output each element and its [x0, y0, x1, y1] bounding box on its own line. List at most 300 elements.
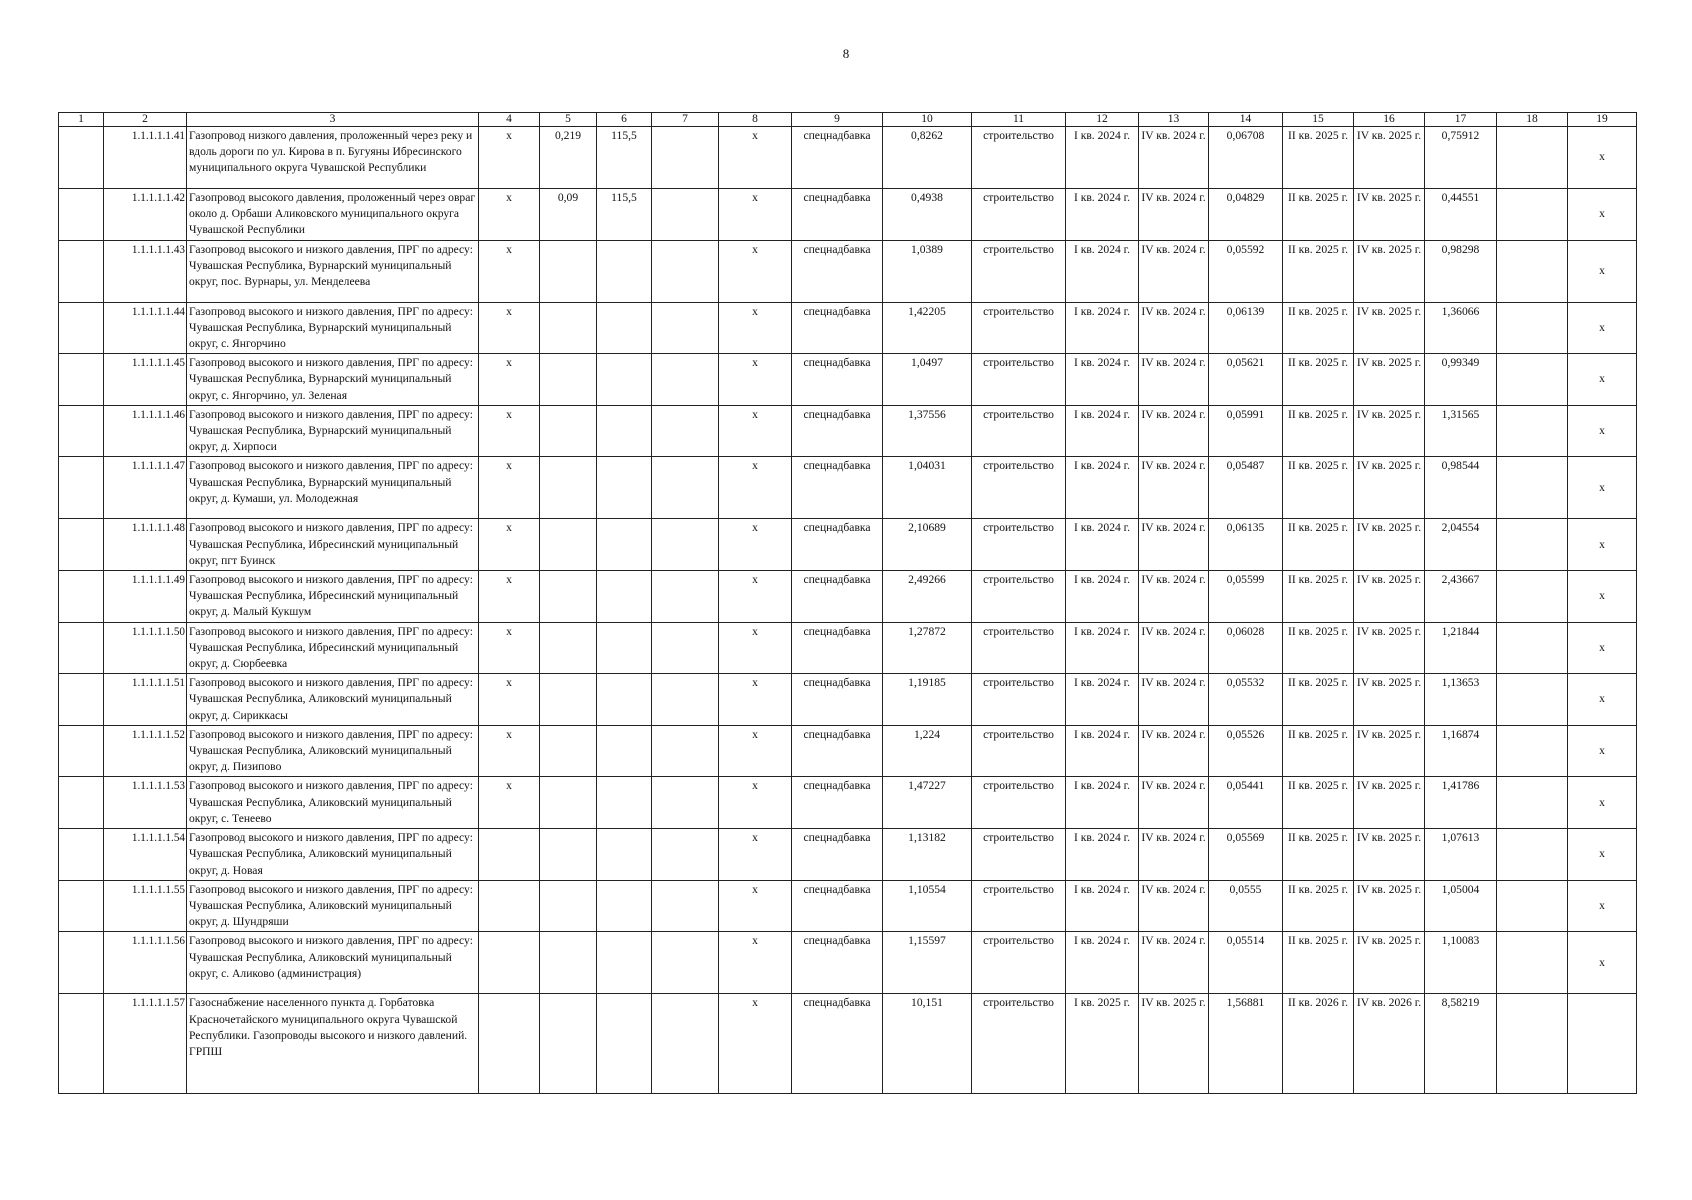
work-type: строительство — [972, 880, 1066, 932]
start-quarter: I кв. 2024 г. — [1066, 777, 1139, 829]
col5-value — [540, 829, 597, 881]
table-row — [59, 405, 1637, 457]
row-index-cell — [59, 994, 104, 1094]
table-row — [59, 519, 1637, 571]
table-row — [59, 240, 1637, 302]
col14-value: 0,06135 — [1209, 519, 1283, 571]
page-number: 8 — [842, 46, 850, 61]
col10-value: 0,4938 — [883, 189, 972, 241]
item-description: Газопровод высокого и низкого давления, ПРГ по адресу: Чувашская Республика, Вурнарский муниципальный округ, с. Янгорчино, ул. Зеленая — [187, 354, 479, 406]
col4-value — [479, 994, 540, 1094]
work-type: строительство — [972, 457, 1066, 519]
col8-value: х — [719, 777, 792, 829]
col8-value: х — [719, 880, 792, 932]
col4-value: х — [479, 571, 540, 623]
funding-source: спецнадбавка — [792, 405, 883, 457]
start-quarter: I кв. 2024 г. — [1066, 932, 1139, 994]
col18-value — [1497, 405, 1568, 457]
col5-value — [540, 622, 597, 674]
col5-value — [540, 354, 597, 406]
col16-quarter: IV кв. 2025 г. — [1354, 725, 1425, 777]
item-code: 1.1.1.1.1.42 — [104, 189, 187, 241]
col6-value — [597, 725, 652, 777]
start-quarter: I кв. 2024 г. — [1066, 302, 1139, 354]
work-type: строительство — [972, 405, 1066, 457]
col16-quarter: IV кв. 2025 г. — [1354, 519, 1425, 571]
col7-value — [652, 622, 719, 674]
end-quarter: IV кв. 2024 г. — [1139, 405, 1209, 457]
row-index-cell — [59, 932, 104, 994]
col6-value — [597, 571, 652, 623]
col5-value — [540, 302, 597, 354]
col17-value: 1,10083 — [1425, 932, 1497, 994]
col16-quarter: IV кв. 2025 г. — [1354, 571, 1425, 623]
col15-quarter: II кв. 2025 г. — [1283, 571, 1354, 623]
col19-value: х — [1568, 829, 1637, 881]
end-quarter: IV кв. 2024 г. — [1139, 725, 1209, 777]
end-quarter: IV кв. 2024 г. — [1139, 519, 1209, 571]
row-index-cell — [59, 354, 104, 406]
col5-value — [540, 674, 597, 726]
col17-value: 1,13653 — [1425, 674, 1497, 726]
col15-quarter: II кв. 2025 г. — [1283, 189, 1354, 241]
column-number-19: 19 — [1568, 113, 1637, 127]
col16-quarter: IV кв. 2025 г. — [1354, 829, 1425, 881]
end-quarter: IV кв. 2024 г. — [1139, 932, 1209, 994]
col19-value: х — [1568, 127, 1637, 189]
col7-value — [652, 189, 719, 241]
col8-value: х — [719, 571, 792, 623]
col17-value: 1,07613 — [1425, 829, 1497, 881]
row-index-cell — [59, 519, 104, 571]
col6-value — [597, 829, 652, 881]
col16-quarter: IV кв. 2025 г. — [1354, 354, 1425, 406]
table-row — [59, 189, 1637, 241]
col8-value: х — [719, 240, 792, 302]
col8-value: х — [719, 622, 792, 674]
col15-quarter: II кв. 2026 г. — [1283, 994, 1354, 1094]
item-code: 1.1.1.1.1.51 — [104, 674, 187, 726]
col4-value: х — [479, 189, 540, 241]
col6-value: 115,5 — [597, 127, 652, 189]
col10-value: 1,37556 — [883, 405, 972, 457]
col14-value: 0,05991 — [1209, 405, 1283, 457]
col17-value: 0,99349 — [1425, 354, 1497, 406]
table-row — [59, 880, 1637, 932]
table-row — [59, 829, 1637, 881]
col17-value: 1,16874 — [1425, 725, 1497, 777]
item-description: Газопровод высокого давления, проложенный через овраг около д. Орбаши Аликовского муниципального округа Чувашской Республики — [187, 189, 479, 241]
funding-source: спецнадбавка — [792, 777, 883, 829]
funding-source: спецнадбавка — [792, 302, 883, 354]
column-number-7: 7 — [652, 113, 719, 127]
col14-value: 1,56881 — [1209, 994, 1283, 1094]
col16-quarter: IV кв. 2025 г. — [1354, 302, 1425, 354]
col14-value: 0,06139 — [1209, 302, 1283, 354]
col15-quarter: II кв. 2025 г. — [1283, 354, 1354, 406]
item-description: Газопровод высокого и низкого давления, ПРГ по адресу: Чувашская Республика, Вурнарский муниципальный округ, д. Кумаши, ул. Молодежная — [187, 457, 479, 519]
funding-source: спецнадбавка — [792, 622, 883, 674]
start-quarter: I кв. 2024 г. — [1066, 622, 1139, 674]
table-row — [59, 777, 1637, 829]
item-code: 1.1.1.1.1.45 — [104, 354, 187, 406]
col10-value: 0,8262 — [883, 127, 972, 189]
col18-value — [1497, 622, 1568, 674]
work-type: строительство — [972, 519, 1066, 571]
col8-value: х — [719, 994, 792, 1094]
start-quarter: I кв. 2024 г. — [1066, 880, 1139, 932]
item-code: 1.1.1.1.1.44 — [104, 302, 187, 354]
item-description: Газопровод высокого и низкого давления, ПРГ по адресу: Чувашская Республика, Вурнарский муниципальный округ, пос. Вурнары, ул. Менделеева — [187, 240, 479, 302]
col10-value: 1,0497 — [883, 354, 972, 406]
end-quarter: IV кв. 2024 г. — [1139, 829, 1209, 881]
start-quarter: I кв. 2024 г. — [1066, 829, 1139, 881]
work-type: строительство — [972, 127, 1066, 189]
item-description: Газопровод высокого и низкого давления, ПРГ по адресу: Чувашская Республика, Аликовский муниципальный округ, с. Аликово (администрация) — [187, 932, 479, 994]
col19-value: х — [1568, 777, 1637, 829]
item-code: 1.1.1.1.1.41 — [104, 127, 187, 189]
col7-value — [652, 457, 719, 519]
col15-quarter: II кв. 2025 г. — [1283, 240, 1354, 302]
table-row — [59, 571, 1637, 623]
end-quarter: IV кв. 2024 г. — [1139, 457, 1209, 519]
col7-value — [652, 725, 719, 777]
column-number-18: 18 — [1497, 113, 1568, 127]
col10-value: 1,224 — [883, 725, 972, 777]
start-quarter: I кв. 2024 г. — [1066, 189, 1139, 241]
col14-value: 0,05441 — [1209, 777, 1283, 829]
col4-value — [479, 829, 540, 881]
column-number-row — [59, 113, 1637, 127]
col15-quarter: II кв. 2025 г. — [1283, 880, 1354, 932]
col19-value: х — [1568, 240, 1637, 302]
col8-value: х — [719, 302, 792, 354]
col14-value: 0,05487 — [1209, 457, 1283, 519]
col4-value: х — [479, 457, 540, 519]
column-number-12: 12 — [1066, 113, 1139, 127]
col19-value: х — [1568, 302, 1637, 354]
col18-value — [1497, 354, 1568, 406]
col17-value: 2,04554 — [1425, 519, 1497, 571]
table-row — [59, 725, 1637, 777]
col18-value — [1497, 189, 1568, 241]
col4-value — [479, 880, 540, 932]
col14-value: 0,05532 — [1209, 674, 1283, 726]
end-quarter: IV кв. 2024 г. — [1139, 240, 1209, 302]
col10-value: 1,13182 — [883, 829, 972, 881]
column-number-6: 6 — [597, 113, 652, 127]
col6-value — [597, 880, 652, 932]
col5-value — [540, 880, 597, 932]
column-number-9: 9 — [792, 113, 883, 127]
col17-value: 0,44551 — [1425, 189, 1497, 241]
col16-quarter: IV кв. 2025 г. — [1354, 777, 1425, 829]
start-quarter: I кв. 2024 г. — [1066, 457, 1139, 519]
col7-value — [652, 302, 719, 354]
funding-source: спецнадбавка — [792, 674, 883, 726]
end-quarter: IV кв. 2024 г. — [1139, 302, 1209, 354]
row-index-cell — [59, 189, 104, 241]
end-quarter: IV кв. 2024 г. — [1139, 189, 1209, 241]
col14-value: 0,05569 — [1209, 829, 1283, 881]
col4-value: х — [479, 127, 540, 189]
col6-value — [597, 354, 652, 406]
col16-quarter: IV кв. 2025 г. — [1354, 932, 1425, 994]
col16-quarter: IV кв. 2025 г. — [1354, 457, 1425, 519]
col18-value — [1497, 302, 1568, 354]
end-quarter: IV кв. 2024 г. — [1139, 880, 1209, 932]
start-quarter: I кв. 2025 г. — [1066, 994, 1139, 1094]
col16-quarter: IV кв. 2025 г. — [1354, 189, 1425, 241]
col10-value: 1,27872 — [883, 622, 972, 674]
col5-value: 0,219 — [540, 127, 597, 189]
column-number-13: 13 — [1139, 113, 1209, 127]
col19-value — [1568, 994, 1637, 1094]
col10-value: 2,49266 — [883, 571, 972, 623]
col6-value: 115,5 — [597, 189, 652, 241]
col6-value — [597, 240, 652, 302]
row-index-cell — [59, 302, 104, 354]
col18-value — [1497, 932, 1568, 994]
row-index-cell — [59, 405, 104, 457]
col15-quarter: II кв. 2025 г. — [1283, 932, 1354, 994]
end-quarter: IV кв. 2024 г. — [1139, 674, 1209, 726]
start-quarter: I кв. 2024 г. — [1066, 674, 1139, 726]
column-number-5: 5 — [540, 113, 597, 127]
col19-value: х — [1568, 932, 1637, 994]
col6-value — [597, 932, 652, 994]
col8-value: х — [719, 932, 792, 994]
row-index-cell — [59, 674, 104, 726]
row-index-cell — [59, 725, 104, 777]
end-quarter: IV кв. 2024 г. — [1139, 777, 1209, 829]
work-type: строительство — [972, 725, 1066, 777]
col10-value: 1,15597 — [883, 932, 972, 994]
col6-value — [597, 457, 652, 519]
col18-value — [1497, 829, 1568, 881]
col14-value: 0,06708 — [1209, 127, 1283, 189]
col8-value: х — [719, 519, 792, 571]
item-description: Газопровод низкого давления, проложенный через реку и вдоль дороги по ул. Кирова в п. Бугуяны Ибресинского муниципального округа Чувашской Республики — [187, 127, 479, 189]
col5-value — [540, 725, 597, 777]
col17-value: 8,58219 — [1425, 994, 1497, 1094]
start-quarter: I кв. 2024 г. — [1066, 725, 1139, 777]
col4-value: х — [479, 405, 540, 457]
col6-value — [597, 994, 652, 1094]
end-quarter: IV кв. 2024 г. — [1139, 571, 1209, 623]
col14-value: 0,0555 — [1209, 880, 1283, 932]
funding-source: спецнадбавка — [792, 725, 883, 777]
item-code: 1.1.1.1.1.49 — [104, 571, 187, 623]
work-type: строительство — [972, 240, 1066, 302]
column-number-17: 17 — [1425, 113, 1497, 127]
col16-quarter: IV кв. 2025 г. — [1354, 127, 1425, 189]
col19-value: х — [1568, 189, 1637, 241]
col16-quarter: IV кв. 2025 г. — [1354, 880, 1425, 932]
table-row — [59, 127, 1637, 189]
item-code: 1.1.1.1.1.46 — [104, 405, 187, 457]
work-type: строительство — [972, 829, 1066, 881]
col19-value: х — [1568, 725, 1637, 777]
col5-value — [540, 994, 597, 1094]
col10-value: 2,10689 — [883, 519, 972, 571]
col19-value: х — [1568, 457, 1637, 519]
column-number-14: 14 — [1209, 113, 1283, 127]
col15-quarter: II кв. 2025 г. — [1283, 674, 1354, 726]
col8-value: х — [719, 829, 792, 881]
item-code: 1.1.1.1.1.50 — [104, 622, 187, 674]
col8-value: х — [719, 674, 792, 726]
col8-value: х — [719, 127, 792, 189]
col7-value — [652, 880, 719, 932]
table-row — [59, 354, 1637, 406]
row-index-cell — [59, 240, 104, 302]
col7-value — [652, 354, 719, 406]
row-index-cell — [59, 777, 104, 829]
col4-value: х — [479, 674, 540, 726]
col19-value: х — [1568, 622, 1637, 674]
start-quarter: I кв. 2024 г. — [1066, 519, 1139, 571]
col15-quarter: II кв. 2025 г. — [1283, 519, 1354, 571]
col19-value: х — [1568, 519, 1637, 571]
col18-value — [1497, 777, 1568, 829]
item-description: Газопровод высокого и низкого давления, ПРГ по адресу: Чувашская Республика, Вурнарский муниципальный округ, с. Янгорчино — [187, 302, 479, 354]
col7-value — [652, 777, 719, 829]
col5-value — [540, 932, 597, 994]
funding-source: спецнадбавка — [792, 127, 883, 189]
col18-value — [1497, 457, 1568, 519]
column-number-11: 11 — [972, 113, 1066, 127]
work-type: строительство — [972, 189, 1066, 241]
col4-value: х — [479, 519, 540, 571]
item-description: Газопровод высокого и низкого давления, ПРГ по адресу: Чувашская Республика, Аликовский муниципальный округ, д. Новая — [187, 829, 479, 881]
col18-value — [1497, 994, 1568, 1094]
item-description: Газопровод высокого и низкого давления, ПРГ по адресу: Чувашская Республика, Ибресинский муниципальный округ, д. Малый Кукшум — [187, 571, 479, 623]
col7-value — [652, 571, 719, 623]
col18-value — [1497, 127, 1568, 189]
end-quarter: IV кв. 2024 г. — [1139, 354, 1209, 406]
funding-source: спецнадбавка — [792, 571, 883, 623]
table-row — [59, 457, 1637, 519]
item-description: Газопровод высокого и низкого давления, ПРГ по адресу: Чувашская Республика, Ибресинский муниципальный округ, д. Сюрбеевка — [187, 622, 479, 674]
col5-value — [540, 571, 597, 623]
col8-value: х — [719, 354, 792, 406]
item-description: Газопровод высокого и низкого давления, ПРГ по адресу: Чувашская Республика, Вурнарский муниципальный округ, д. Хирпоси — [187, 405, 479, 457]
col5-value — [540, 240, 597, 302]
col17-value: 2,43667 — [1425, 571, 1497, 623]
col7-value — [652, 932, 719, 994]
work-type: строительство — [972, 994, 1066, 1094]
col4-value: х — [479, 725, 540, 777]
col19-value: х — [1568, 354, 1637, 406]
table-row — [59, 302, 1637, 354]
col17-value: 0,98298 — [1425, 240, 1497, 302]
col15-quarter: II кв. 2025 г. — [1283, 725, 1354, 777]
col6-value — [597, 674, 652, 726]
start-quarter: I кв. 2024 г. — [1066, 405, 1139, 457]
col14-value: 0,05526 — [1209, 725, 1283, 777]
funding-source: спецнадбавка — [792, 829, 883, 881]
col5-value — [540, 777, 597, 829]
funding-source: спецнадбавка — [792, 189, 883, 241]
col18-value — [1497, 240, 1568, 302]
col16-quarter: IV кв. 2026 г. — [1354, 994, 1425, 1094]
item-code: 1.1.1.1.1.43 — [104, 240, 187, 302]
funding-source: спецнадбавка — [792, 994, 883, 1094]
item-code: 1.1.1.1.1.52 — [104, 725, 187, 777]
col7-value — [652, 519, 719, 571]
col17-value: 1,41786 — [1425, 777, 1497, 829]
item-description: Газопровод высокого и низкого давления, ПРГ по адресу: Чувашская Республика, Аликовский муниципальный округ, д. Сириккасы — [187, 674, 479, 726]
col19-value: х — [1568, 880, 1637, 932]
column-number-15: 15 — [1283, 113, 1354, 127]
col10-value: 1,47227 — [883, 777, 972, 829]
col17-value: 0,75912 — [1425, 127, 1497, 189]
table-row — [59, 622, 1637, 674]
work-type: строительство — [972, 571, 1066, 623]
col4-value: х — [479, 777, 540, 829]
start-quarter: I кв. 2024 г. — [1066, 127, 1139, 189]
col19-value: х — [1568, 674, 1637, 726]
col8-value: х — [719, 405, 792, 457]
funding-source: спецнадбавка — [792, 240, 883, 302]
table-row — [59, 674, 1637, 726]
col17-value: 0,98544 — [1425, 457, 1497, 519]
item-description: Газопровод высокого и низкого давления, ПРГ по адресу: Чувашская Республика, Аликовский муниципальный округ, с. Тенеево — [187, 777, 479, 829]
work-type: строительство — [972, 302, 1066, 354]
investment-program-table — [58, 112, 1637, 1094]
col4-value — [479, 932, 540, 994]
col4-value: х — [479, 354, 540, 406]
funding-source: спецнадбавка — [792, 519, 883, 571]
col16-quarter: IV кв. 2025 г. — [1354, 622, 1425, 674]
col6-value — [597, 622, 652, 674]
table-row — [59, 994, 1637, 1094]
item-description: Газоснабжение населенного пункта д. Горбатовка Красночетайского муниципального округа Чувашской Республики. Газопроводы высокого и низкого давлений. ГРПШ — [187, 994, 479, 1094]
col14-value: 0,06028 — [1209, 622, 1283, 674]
col15-quarter: II кв. 2025 г. — [1283, 777, 1354, 829]
item-description: Газопровод высокого и низкого давления, ПРГ по адресу: Чувашская Республика, Аликовский муниципальный округ, д. Шундряши — [187, 880, 479, 932]
col16-quarter: IV кв. 2025 г. — [1354, 674, 1425, 726]
work-type: строительство — [972, 777, 1066, 829]
start-quarter: I кв. 2024 г. — [1066, 354, 1139, 406]
item-code: 1.1.1.1.1.55 — [104, 880, 187, 932]
col8-value: х — [719, 725, 792, 777]
column-number-4: 4 — [479, 113, 540, 127]
work-type: строительство — [972, 622, 1066, 674]
col15-quarter: II кв. 2025 г. — [1283, 457, 1354, 519]
col18-value — [1497, 519, 1568, 571]
col7-value — [652, 405, 719, 457]
column-number-1: 1 — [59, 113, 104, 127]
item-code: 1.1.1.1.1.57 — [104, 994, 187, 1094]
col15-quarter: II кв. 2025 г. — [1283, 829, 1354, 881]
col14-value: 0,05599 — [1209, 571, 1283, 623]
col15-quarter: II кв. 2025 г. — [1283, 302, 1354, 354]
col6-value — [597, 777, 652, 829]
row-index-cell — [59, 829, 104, 881]
funding-source: спецнадбавка — [792, 932, 883, 994]
col15-quarter: II кв. 2025 г. — [1283, 405, 1354, 457]
start-quarter: I кв. 2024 г. — [1066, 571, 1139, 623]
col10-value: 1,10554 — [883, 880, 972, 932]
col7-value — [652, 829, 719, 881]
col4-value: х — [479, 302, 540, 354]
row-index-cell — [59, 622, 104, 674]
row-index-cell — [59, 127, 104, 189]
col4-value: х — [479, 622, 540, 674]
col10-value: 1,42205 — [883, 302, 972, 354]
